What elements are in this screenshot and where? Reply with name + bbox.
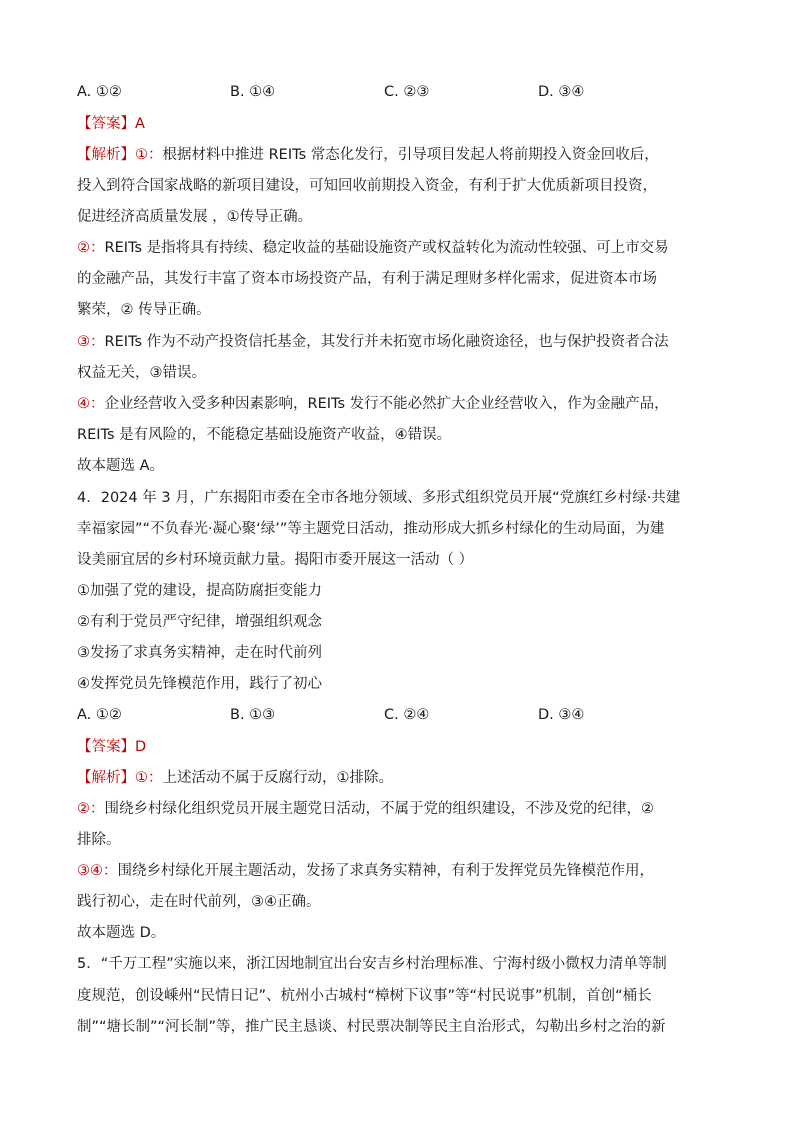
q3-analysis-line: 促进经济高质量发展 ，①传导正确。 [77,209,313,225]
q4-analysis-line: ②：围绕乡村绿化组织党员开展主题党日活动，不属于党的组织建设，不涉及党的纪律，② [77,801,654,817]
analysis-marker: ③④： [77,863,118,879]
q3-option-c: C. ②③ [384,84,430,100]
q4-analysis-line: 排除。 [77,832,121,848]
analysis-marker: ③： [77,334,105,350]
answer-tag: 【答案】 [77,116,135,132]
answer-value: D [135,739,147,755]
q3-analysis-line: ②：REITs 是指将具有持续、稳定收益的基础设施资产或权益转化为流动性较强、可上市交易 [77,240,669,256]
q3-analysis-line: 【解析】①：根据材料中推进 REITs 常态化发行，引导项目发起人将前期投入资金回收后， [77,147,659,163]
answer-value: A [135,116,145,132]
q5-stem-line: 5．“千万工程”实施以来，浙江因地制宜出台安吉乡村治理标准、宁海村级小微权力清单等制 [77,956,667,972]
q3-analysis-line: ③：REITs 作为不动产投资信托基金，其发行并未拓宽市场化融资途径，也与保护投资者合法 [77,334,669,350]
q3-analysis-line: 权益无关，③错误。 [77,365,206,381]
q5-stem-line: 度规范，创设嵊州“民情日记”、杭州小古城村“樟树下议事”等“村民说事”机制，首创“桶长 [77,988,652,1004]
q3-analysis-line: 投入到符合国家战略的新项目建设，可知回收前期投入资金，有利于扩大优质新项目投资， [77,178,657,194]
q4-analysis-line: 践行初心，走在时代前列，③④正确。 [77,894,321,910]
q3-option-a: A. ①② [77,84,122,100]
analysis-tag: 【解析】 [77,770,135,786]
q4-answer [77,737,146,757]
q4-stem-line: 4．2024 年 3 月，广东揭阳市委在全市各地分领域、多形式组织党员开展“党旗红乡村绿·共建 [77,490,681,506]
q3-analysis-line: 繁荣，② 传导正确。 [77,302,211,318]
q4-option-c: C. ②④ [384,707,430,723]
q3-analysis-line: ④：企业经营收入受多种因素影响，REITs 发行不能必然扩大企业经营收入，作为金融产品， [77,396,669,412]
q4-statement: ②有利于党员严守纪律，增强组织观念 [77,614,322,630]
q4-stem-line: 幸福家园”“不负春光·凝心聚‘绿’”等主题党日活动，推动形成大抓乡村绿化的生动局面，为建 [77,521,665,537]
q3-conclusion: 故本题选 A。 [77,458,165,474]
q3-option-b: B. ①④ [230,84,276,100]
answer-tag: 【答案】 [77,739,135,755]
q4-statement: ①加强了党的建设，提高防腐拒变能力 [77,583,322,599]
q4-conclusion: 故本题选 D。 [77,925,166,941]
analysis-marker: ②： [77,801,105,817]
analysis-marker: ②： [77,240,105,256]
q4-analysis-line: 【解析】①：上述活动不属于反腐行动，①排除。 [77,770,393,786]
q3-answer [77,114,145,134]
analysis-marker: ①： [135,147,163,163]
q3-analysis-line: 的金融产品，其发行丰富了资本市场投资产品，有利于满足理财多样化需求，促进资本市场 [77,271,657,287]
q3-option-d: D. ③④ [538,84,585,100]
analysis-marker: ④： [77,396,105,412]
q4-analysis-line: ③④：围绕乡村绿化开展主题活动，发扬了求真务实精神，有利于发挥党员先锋模范作用， [77,863,654,879]
q4-option-b: B. ①③ [230,707,276,723]
q3-analysis-line: REITs 是有风险的，不能稳定基础设施资产收益，④错误。 [77,427,452,443]
q5-stem-line: 制”“塘长制”“河长制”等，推广民主恳谈、村民票决制等民主自治形式，勾勒出乡村之治的新 [77,1019,666,1035]
q4-stem-line: 设美丽宜居的乡村环境贡献力量。揭阳市委开展这一活动（ ） [77,552,474,568]
q4-option-a: A. ①② [77,707,122,723]
analysis-tag: 【解析】 [77,147,135,163]
q4-statement: ④发挥党员先锋模范作用，践行了初心 [77,676,322,692]
analysis-marker: ①： [135,770,163,786]
q4-statement: ③发扬了求真务实精神，走在时代前列 [77,645,322,661]
q4-option-d: D. ③④ [538,707,585,723]
